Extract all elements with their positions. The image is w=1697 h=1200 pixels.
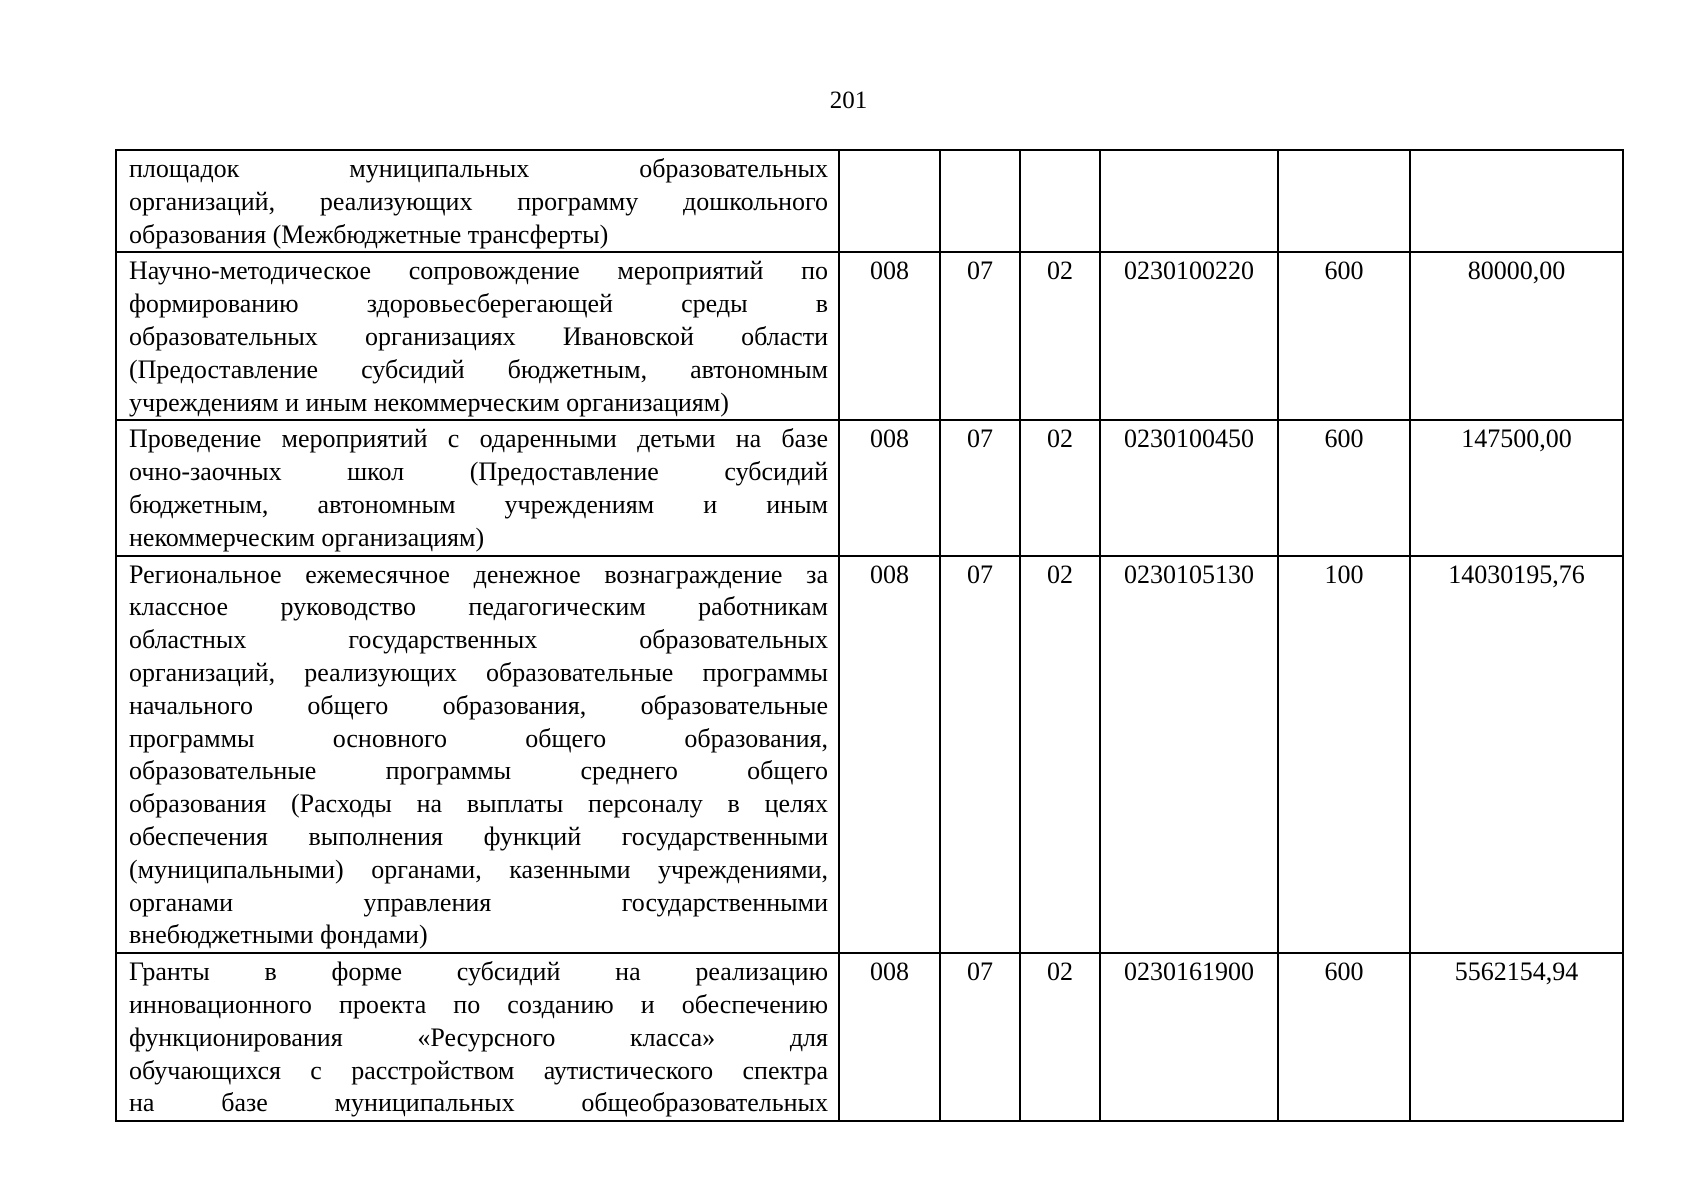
description-line: некоммерческим организациям)	[129, 522, 485, 552]
description-line: органами управления государственными	[129, 887, 828, 917]
description-line: инновационного проекта по созданию и обеспечению	[129, 989, 828, 1019]
cell-grbs-code	[839, 150, 940, 252]
row-description	[116, 252, 839, 420]
description-line: бюджетным, автономным учреждениям и иным	[129, 489, 828, 519]
budget-table	[115, 149, 1624, 1122]
description-line: организаций, реализующих образовательные программы	[129, 657, 828, 687]
cell-grbs-code: 008	[839, 556, 940, 954]
description-line: учреждениям и иным некоммерческим организациям)	[129, 387, 729, 417]
description-line: площадок муниципальных образовательных	[129, 154, 828, 183]
cell-target-article: 0230100220	[1100, 252, 1278, 420]
description-line: Гранты в форме субсидий на реализацию	[129, 957, 828, 987]
description-line: обеспечения выполнения функций государственными	[129, 821, 828, 851]
cell-grbs-code: 008	[839, 420, 940, 555]
cell-target-article: 0230161900	[1100, 953, 1278, 1121]
description-line: формированию здоровьесберегающей среды в	[129, 289, 828, 319]
description-line: Научно-методическое сопровождение мероприятий по	[129, 256, 828, 286]
table-row	[116, 953, 1623, 1121]
description-line: организаций, реализующих программу дошкольного	[129, 186, 828, 216]
cell-subsection-code: 02	[1020, 953, 1100, 1121]
cell-section-code: 07	[940, 953, 1020, 1121]
cell-target-article: 0230105130	[1100, 556, 1278, 954]
description-line: внебюджетными фондами)	[129, 920, 428, 950]
cell-subsection-code: 02	[1020, 420, 1100, 555]
cell-expense-type: 100	[1278, 556, 1410, 954]
table-row	[116, 420, 1623, 555]
description-line: образовательные программы среднего общего	[129, 756, 828, 786]
cell-section-code: 07	[940, 252, 1020, 420]
cell-target-article	[1100, 150, 1278, 252]
description-line: (Предоставление субсидий бюджетным, автономным	[129, 354, 828, 384]
description-line: образования (Расходы на выплаты персоналу в целях	[129, 789, 828, 819]
row-description	[116, 420, 839, 555]
table-row	[116, 150, 1623, 252]
description-line: областных государственных образовательных	[129, 625, 828, 655]
cell-grbs-code: 008	[839, 252, 940, 420]
description-line: обучающихся с расстройством аутистического спектра	[129, 1055, 828, 1085]
cell-expense-type	[1278, 150, 1410, 252]
cell-subsection-code	[1020, 150, 1100, 252]
description-line: функционирования «Ресурсного класса» для	[129, 1022, 828, 1052]
description-line: образовательных организациях Ивановской области	[129, 321, 828, 351]
table-row	[116, 252, 1623, 420]
cell-subsection-code: 02	[1020, 252, 1100, 420]
row-description	[116, 953, 839, 1121]
cell-amount: 80000,00	[1410, 252, 1623, 420]
table-row	[116, 556, 1623, 954]
cell-section-code: 07	[940, 420, 1020, 555]
cell-section-code	[940, 150, 1020, 252]
cell-amount: 5562154,94	[1410, 953, 1623, 1121]
cell-expense-type: 600	[1278, 953, 1410, 1121]
cell-amount: 14030195,76	[1410, 556, 1623, 954]
cell-grbs-code: 008	[839, 953, 940, 1121]
cell-target-article: 0230100450	[1100, 420, 1278, 555]
row-description	[116, 556, 839, 954]
cell-amount: 147500,00	[1410, 420, 1623, 555]
description-line: (муниципальными) органами, казенными учреждениями,	[129, 854, 828, 884]
cell-expense-type: 600	[1278, 252, 1410, 420]
cell-subsection-code: 02	[1020, 556, 1100, 954]
description-line: образования (Межбюджетные трансферты)	[129, 219, 609, 249]
description-line: начального общего образования, образовательные	[129, 690, 828, 720]
description-line: Проведение мероприятий с одаренными детьми на базе	[129, 424, 828, 454]
description-line: на базе муниципальных общеобразовательных	[129, 1088, 828, 1118]
description-line: Региональное ежемесячное денежное вознаграждение за	[129, 559, 828, 589]
page-number: 201	[829, 87, 868, 114]
description-line: очно-заочных школ (Предоставление субсидий	[129, 457, 828, 487]
description-line: программы основного общего образования,	[129, 723, 828, 753]
description-line: классное руководство педагогическим работникам	[129, 592, 828, 622]
cell-expense-type: 600	[1278, 420, 1410, 555]
table-body	[116, 150, 1623, 1121]
cell-amount	[1410, 150, 1623, 252]
cell-section-code: 07	[940, 556, 1020, 954]
row-description	[116, 150, 839, 252]
